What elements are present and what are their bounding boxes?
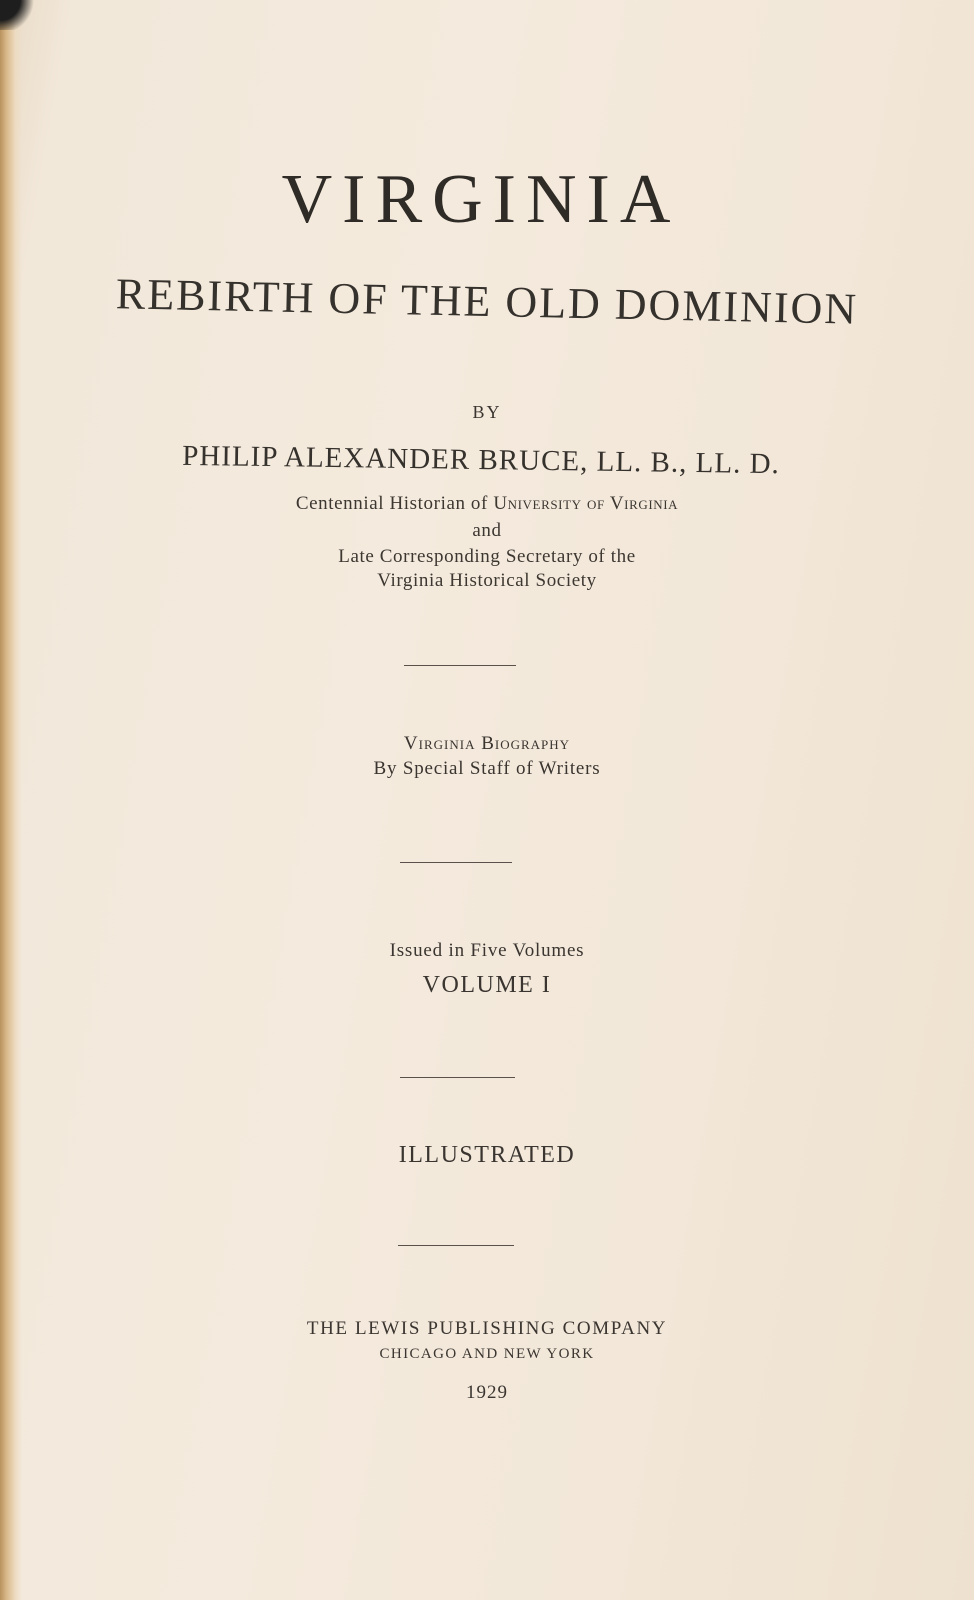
divider-rule [400,1077,515,1078]
author-name: PHILIP ALEXANDER BRUCE, LL. B., LL. D. [182,439,780,481]
author-affiliation-line1 [0,493,974,515]
author-affiliation-line3: Late Corresponding Secretary of the [338,546,636,567]
book-title: VIRGINIA [281,161,681,238]
volume-label: VOLUME I [422,972,552,998]
book-subtitle: REBIRTH OF THE OLD DOMINION [115,269,859,334]
issued-note: Issued in Five Volumes [389,940,585,961]
author-affiliation-line4: Virginia Historical Society [377,570,597,591]
biography-staff: By Special Staff of Writers [373,758,601,779]
illustrated-label: ILLUSTRATED [398,1142,576,1168]
publication-year: 1929 [466,1382,508,1403]
author-affiliation-line2: and [472,520,502,541]
affiliation-institution: University of Virginia [493,493,679,514]
publisher-place: CHICAGO AND NEW YORK [379,1346,595,1362]
affiliation-prefix: Centennial Historian of [295,493,494,514]
publisher-name: THE LEWIS PUBLISHING COMPANY [306,1318,668,1339]
divider-rule [398,1245,514,1246]
cover-corner [0,0,34,30]
divider-rule [400,862,512,863]
biography-heading: Virginia Biography [403,733,571,754]
by-label: BY [472,402,502,422]
divider-rule [404,665,516,666]
